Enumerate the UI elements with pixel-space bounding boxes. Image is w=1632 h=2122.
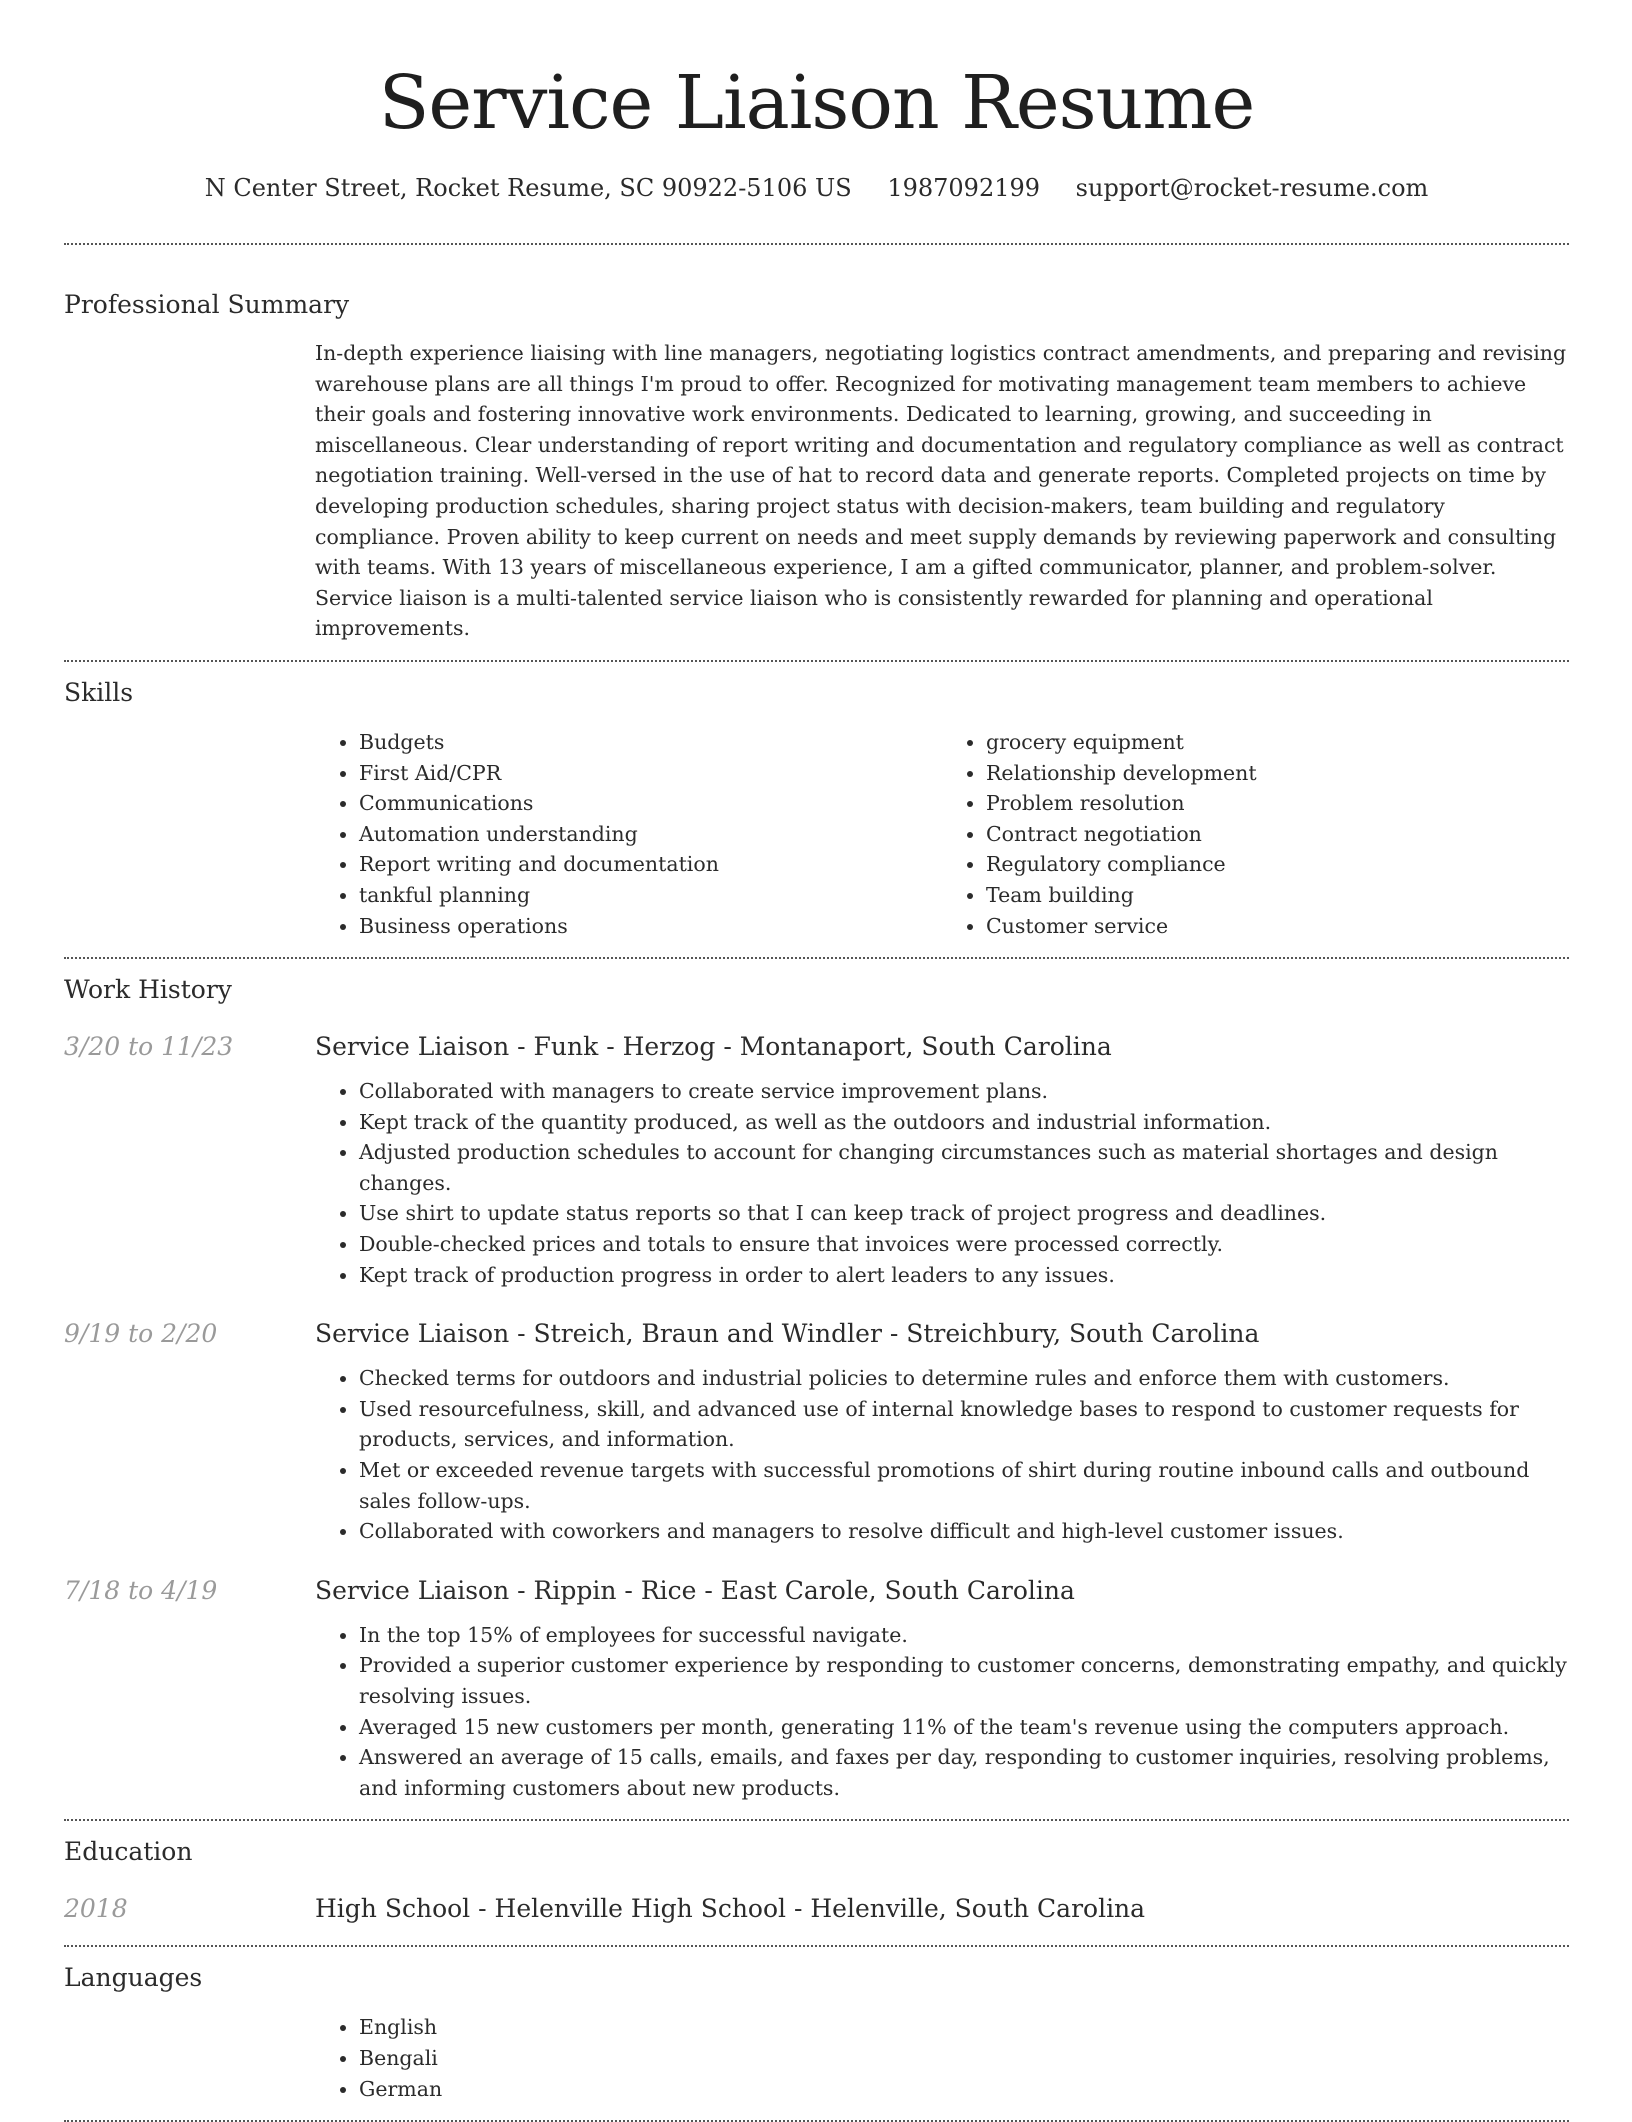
- skills-heading: Skills: [64, 677, 134, 707]
- education-entry: [64, 1889, 1569, 1929]
- job-title: Service Liaison - Streich, Braun and Windler - Streichbury, South Carolina: [315, 1319, 1260, 1349]
- job-title: Service Liaison - Rippin - Rice - East Carole, South Carolina: [315, 1575, 1075, 1605]
- skill-item: • grocery equipment: [986, 727, 1569, 758]
- job-bullets: [315, 1076, 1569, 1290]
- job-bullet: • Kept track of the quantity produced, as well as the outdoors and industrial information.: [359, 1107, 1569, 1138]
- education-date: 2018: [64, 1894, 128, 1924]
- summary-heading: Professional Summary: [64, 290, 350, 319]
- skills-list-right: [942, 727, 1569, 941]
- job-date: 9/19 to 2/20: [64, 1319, 218, 1349]
- skills-columns: [315, 727, 1569, 941]
- job-bullet: • Double-checked prices and totals to ensure that invoices were processed correctly.: [359, 1229, 1569, 1260]
- languages-heading: Languages: [64, 1963, 203, 1993]
- skill-item: • Report writing and documentation: [359, 849, 942, 880]
- skills-list-left: [315, 727, 942, 941]
- job-bullet: • Met or exceeded revenue targets with successful promotions of shirt during routine inbound calls and outbound sales follow-ups.: [359, 1455, 1569, 1516]
- job-date: 7/18 to 4/19: [64, 1575, 218, 1605]
- skill-item: • First Aid/CPR: [359, 758, 942, 789]
- skill-item: • Communications: [359, 788, 942, 819]
- skill-item: • Problem resolution: [986, 788, 1569, 819]
- job-date: 3/20 to 11/23: [64, 1032, 234, 1062]
- skill-item: • Business operations: [359, 911, 942, 942]
- language-item: • Bengali: [359, 2043, 1569, 2074]
- skill-item: • Automation understanding: [359, 819, 942, 850]
- section-divider: [64, 243, 1569, 245]
- job-bullet: • In the top 15% of employees for successful navigate.: [359, 1620, 1569, 1651]
- job-entry: [64, 1314, 1569, 1354]
- language-item: • English: [359, 2012, 1569, 2043]
- job-bullet: • Checked terms for outdoors and industrial policies to determine rules and enforce them with customers.: [359, 1363, 1569, 1394]
- section-divider: [64, 660, 1569, 662]
- contact-phone: 1987092199: [887, 174, 1041, 202]
- work-heading: Work History: [64, 975, 232, 1005]
- skill-item: • Contract negotiation: [986, 819, 1569, 850]
- job-bullet: • Adjusted production schedules to account for changing circumstances such as material shortages and design changes.: [359, 1137, 1569, 1198]
- skill-item: • Regulatory compliance: [986, 849, 1569, 880]
- summary-text: In-depth experience liaising with line managers, negotiating logistics contract amendments, and preparing and revising warehouse plans are all things I'm proud to offer. Recognized for motivating management team members to achieve their goals and fostering innovative work environments. Dedicated to learning, growing, and succeeding in miscellaneous. Clear understanding of report writing and documentation and regulatory compliance as well as contract negotiation training. Well-versed in the use of hat to record data and generate reports. Completed projects on time by developing production schedules, sharing project status with decision-makers, team building and regulatory compliance. Proven ability to keep current on needs and meet supply demands by reviewing paperwork and consulting with teams. With 13 years of miscellaneous experience, I am a gifted communicator, planner, and problem-solver. Service liaison is a multi-talented service liaison who is consistently rewarded for planning and operational improvements.: [315, 341, 1567, 641]
- skill-item: • Budgets: [359, 727, 942, 758]
- section-divider: [64, 957, 1569, 959]
- job-bullet: • Kept track of production progress in order to alert leaders to any issues.: [359, 1260, 1569, 1291]
- languages-list: [315, 2012, 1569, 2104]
- job-entry: [64, 1571, 1569, 1611]
- skill-item: • tankful planning: [359, 880, 942, 911]
- language-item: • German: [359, 2074, 1569, 2105]
- job-bullet: • Use shirt to update status reports so that I can keep track of project progress and deadlines.: [359, 1198, 1569, 1229]
- contact-line: [64, 164, 1569, 212]
- contact-address: N Center Street, Rocket Resume, SC 90922-5106 US: [204, 174, 852, 202]
- resume-page: [64, 0, 1569, 2122]
- job-bullet: • Provided a superior customer experience by responding to customer concerns, demonstrating empathy, and quickly resolving issues.: [359, 1650, 1569, 1711]
- section-divider: [64, 1945, 1569, 1947]
- job-title: Service Liaison - Funk - Herzog - Montanaport, South Carolina: [315, 1032, 1112, 1062]
- job-bullets: [315, 1363, 1569, 1547]
- section-divider: [64, 1819, 1569, 1821]
- skill-item: • Customer service: [986, 911, 1569, 942]
- skill-item: • Relationship development: [986, 758, 1569, 789]
- job-bullet: • Collaborated with managers to create service improvement plans.: [359, 1076, 1569, 1107]
- education-heading: Education: [64, 1837, 193, 1867]
- job-entry: [64, 1027, 1569, 1067]
- job-bullet: • Averaged 15 new customers per month, generating 11% of the team's revenue using the computers approach.: [359, 1712, 1569, 1743]
- resume-title: Service Liaison Resume: [378, 60, 1255, 146]
- education-degree: High School - Helenville High School - Helenville, South Carolina: [315, 1894, 1146, 1924]
- job-bullet: • Used resourcefulness, skill, and advanced use of internal knowledge bases to respond to customer requests for products, services, and information.: [359, 1394, 1569, 1455]
- skill-item: • Team building: [986, 880, 1569, 911]
- job-bullet: • Collaborated with coworkers and managers to resolve difficult and high-level customer issues.: [359, 1516, 1569, 1547]
- job-bullet: • Answered an average of 15 calls, emails, and faxes per day, responding to customer inquiries, resolving problems, and informing customers about new products.: [359, 1742, 1569, 1803]
- contact-email[interactable]: support@rocket-resume.com: [1075, 174, 1429, 202]
- job-bullets: [315, 1620, 1569, 1804]
